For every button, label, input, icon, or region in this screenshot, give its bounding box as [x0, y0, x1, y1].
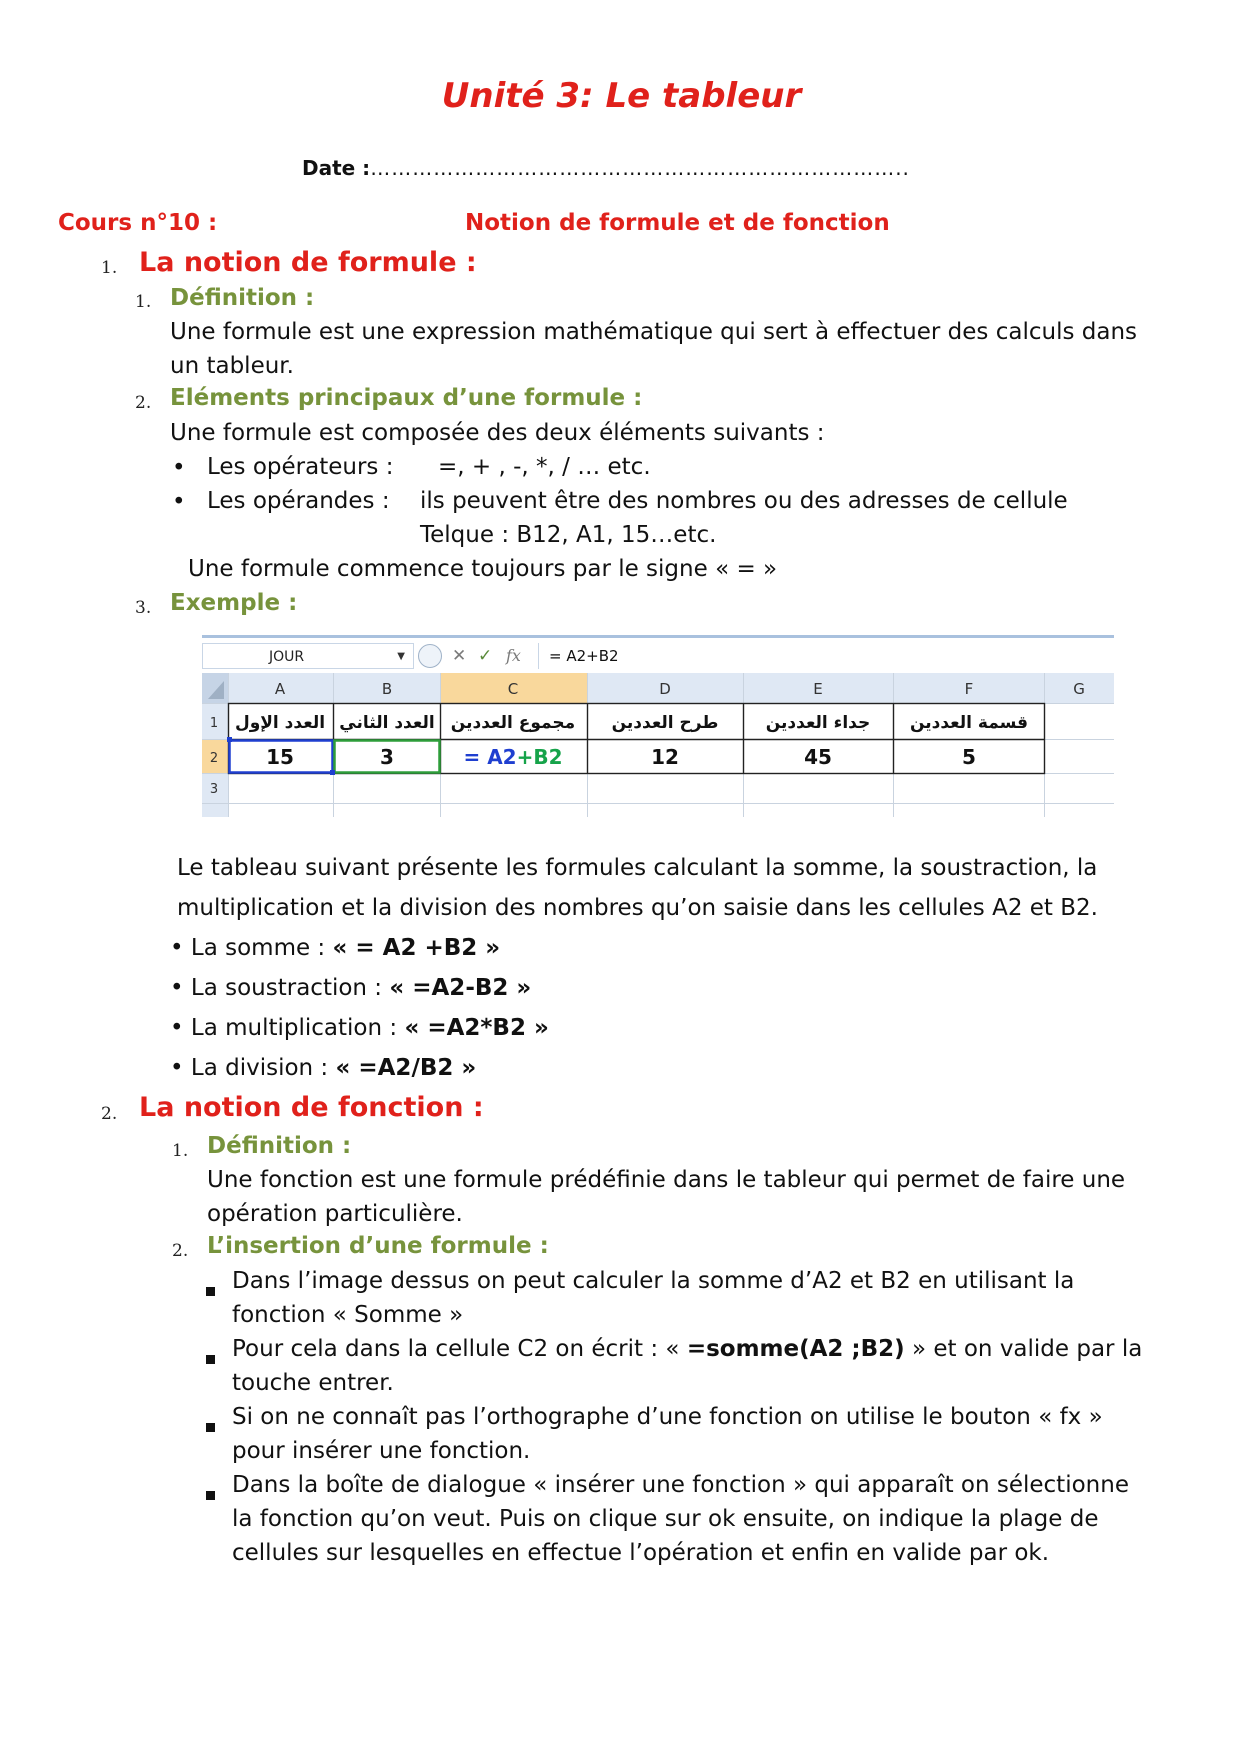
- def2-heading: Définition :: [207, 1133, 352, 1159]
- def2-number: 1.: [172, 1141, 189, 1161]
- operands-label: Les opérandes :: [207, 488, 390, 514]
- def1-line-2: un tableur.: [170, 353, 294, 379]
- elements-number: 2.: [135, 393, 152, 413]
- insertion-bullet-2-line-1: [232, 1332, 1142, 1366]
- insertion-bullet-4-line-3: cellules sur lesquelles en effectue l’opération et enfin en valide par ok.: [232, 1540, 1050, 1566]
- row-number-2[interactable]: 2: [209, 751, 219, 766]
- name-box[interactable]: [202, 643, 414, 669]
- insertion-bullet-3-line-1: Si on ne connaît pas l’orthographe d’une fonction on utilise le bouton « fx »: [232, 1404, 1103, 1430]
- def2-line-2: opération particulière.: [207, 1201, 463, 1227]
- explanation-text: [177, 848, 1098, 928]
- insertion-bullet-2: [232, 1332, 1142, 1400]
- expand-icon[interactable]: [418, 644, 442, 668]
- operators-value: =, + , -, *, / … etc.: [438, 454, 651, 480]
- def1-text: [170, 315, 1137, 383]
- section1-number: 1.: [101, 258, 118, 278]
- cell-c2-formula[interactable]: [463, 745, 562, 769]
- confirm-icon[interactable]: ✓: [478, 646, 493, 666]
- date-label: Date :: [302, 156, 371, 180]
- example-heading: Exemple :: [170, 590, 298, 616]
- date-line: [302, 156, 910, 180]
- date-dots: …………………………………………………………………..: [370, 156, 910, 180]
- formula-item-label: La soustraction :: [190, 975, 390, 1001]
- formula-item: • La soustraction : « =A2-B2 »: [170, 975, 532, 1001]
- explanation-line-1: Le tableau suivant présente les formules calculant la somme, la soustraction, la: [177, 855, 1098, 881]
- formula-item-value: « =A2-B2 »: [389, 975, 532, 1001]
- square-bullet: [206, 1485, 215, 1504]
- cancel-icon[interactable]: ✕: [452, 646, 467, 666]
- name-box-value: JOUR: [269, 649, 305, 665]
- cell-d1[interactable]: طرح العددين: [611, 713, 719, 733]
- section2-heading: La notion de fonction :: [139, 1092, 484, 1123]
- col-header-g[interactable]: G: [1073, 680, 1085, 698]
- formula-item: • La multiplication : « =A2*B2 »: [170, 1015, 549, 1041]
- cours-topic: Notion de formule et de fonction: [465, 210, 890, 236]
- example-number: 3.: [135, 598, 152, 618]
- operands-value: ils peuvent être des nombres ou des adresses de cellule: [420, 488, 1068, 514]
- col-header-e[interactable]: E: [813, 680, 823, 698]
- operands-example: Telque : B12, A1, 15…etc.: [420, 522, 717, 548]
- section1-heading: La notion de formule :: [139, 247, 477, 278]
- col-header-c[interactable]: C: [507, 680, 519, 698]
- formula-list: [170, 928, 549, 1088]
- cell-b1[interactable]: العدد الثاني: [339, 713, 435, 733]
- insertion-bullet-1-line-1: Dans l’image dessus on peut calculer la somme d’A2 et B2 en utilisant la: [232, 1268, 1075, 1294]
- insert-function-icon[interactable]: fx: [506, 646, 521, 665]
- formula-item-label: La multiplication :: [190, 1015, 405, 1041]
- elements-intro: Une formule est composée des deux éléments suivants :: [170, 420, 825, 446]
- insertion-bullet-4-line-1: Dans la boîte de dialogue « insérer une fonction » qui apparaît on sélectionne: [232, 1472, 1129, 1498]
- col-header-f[interactable]: F: [964, 680, 974, 698]
- cell-f2[interactable]: 5: [962, 745, 976, 769]
- insertion-bullet-2-line-2: touche entrer.: [232, 1370, 394, 1396]
- cell-grid: [202, 673, 1114, 817]
- square-bullet: [206, 1281, 215, 1300]
- def1-line-1: Une formule est une expression mathématique qui sert à effectuer des calculs dans: [170, 319, 1138, 345]
- insertion-number: 2.: [172, 1241, 189, 1261]
- cell-d2[interactable]: 12: [651, 745, 679, 769]
- c2-formula-b: +B2: [516, 745, 563, 769]
- ref-handle: [330, 770, 335, 775]
- col-header-b[interactable]: B: [381, 680, 393, 698]
- b2-pre: Pour cela dans la cellule C2 on écrit : «: [232, 1336, 687, 1362]
- cell-b2[interactable]: 3: [380, 745, 394, 769]
- cell-c1[interactable]: مجموع العددين: [450, 713, 576, 733]
- formula-item: • La somme : « = A2 +B2 »: [170, 935, 501, 961]
- def2-line-1: Une fonction est une formule prédéfinie dans le tableur qui permet de faire une: [207, 1167, 1126, 1193]
- insertion-bullet-1-line-2: fonction « Somme »: [232, 1302, 464, 1328]
- cell-e1[interactable]: جداء العددين: [765, 713, 871, 733]
- operators-label: Les opérateurs :: [207, 454, 394, 480]
- page-title: Unité 3: Le tableur: [441, 76, 802, 116]
- row-number-3[interactable]: 3: [209, 782, 219, 797]
- col-header-a[interactable]: A: [274, 680, 286, 698]
- elements-heading: Eléments principaux d’une formule :: [170, 385, 643, 411]
- formula-item-value: « =A2/B2 »: [335, 1055, 477, 1081]
- def1-heading: Définition :: [170, 285, 315, 311]
- def1-number: 1.: [135, 292, 152, 312]
- formula-item: • La division : « =A2/B2 »: [170, 1055, 477, 1081]
- chevron-down-icon[interactable]: ▼: [397, 651, 405, 662]
- insertion-heading: L’insertion d’une formule :: [207, 1233, 549, 1259]
- b2-formula: =somme(A2 ;B2): [686, 1336, 905, 1362]
- cell-a2[interactable]: 15: [266, 745, 294, 769]
- insertion-bullet-4-line-2: la fonction qu’on veut. Puis on clique sur ok ensuite, on indique la plage de: [232, 1506, 1099, 1532]
- explanation-line-2: multiplication et la division des nombres qu’on saisie dans les cellules A2 et B2.: [177, 895, 1098, 921]
- insertion-bullet-3: [232, 1400, 1103, 1468]
- bullet-dot: •: [172, 489, 186, 515]
- def2-text: [207, 1163, 1125, 1231]
- formula-item-value: « = A2 +B2 »: [332, 935, 501, 961]
- cell-f1[interactable]: قسمة العددين: [909, 713, 1029, 733]
- ribbon-edge: [202, 635, 1114, 638]
- spreadsheet-example: [202, 635, 1114, 817]
- section2-number: 2.: [101, 1104, 118, 1124]
- formula-buttons: [418, 643, 536, 669]
- square-bullet: [206, 1349, 215, 1368]
- b2-post: » et on valide par la: [904, 1336, 1143, 1362]
- formula-item-label: La division :: [190, 1055, 336, 1081]
- starts-with-text: Une formule commence toujours par le signe « = »: [188, 556, 778, 582]
- insertion-bullet-3-line-2: pour insérer une fonction.: [232, 1438, 531, 1464]
- formula-item-label: La somme :: [190, 935, 333, 961]
- c2-formula-a: = A2: [463, 745, 517, 769]
- formula-item-value: « =A2*B2 »: [404, 1015, 549, 1041]
- formula-bar: [202, 639, 1114, 673]
- formula-input[interactable]: = A2+B2: [538, 643, 1114, 669]
- col-header-d[interactable]: D: [659, 680, 671, 698]
- bullet-dot: •: [172, 455, 186, 481]
- insertion-bullet-1: [232, 1264, 1074, 1332]
- cell-a1[interactable]: العدد الإول: [234, 713, 326, 733]
- insertion-bullet-4: [232, 1468, 1129, 1570]
- column-header-row: [202, 673, 1114, 703]
- square-bullet: [206, 1417, 215, 1436]
- cell-e2[interactable]: 45: [804, 745, 832, 769]
- cours-label: Cours n°10 :: [58, 210, 218, 236]
- row-number-1[interactable]: 1: [209, 716, 219, 731]
- ref-handle: [227, 737, 232, 742]
